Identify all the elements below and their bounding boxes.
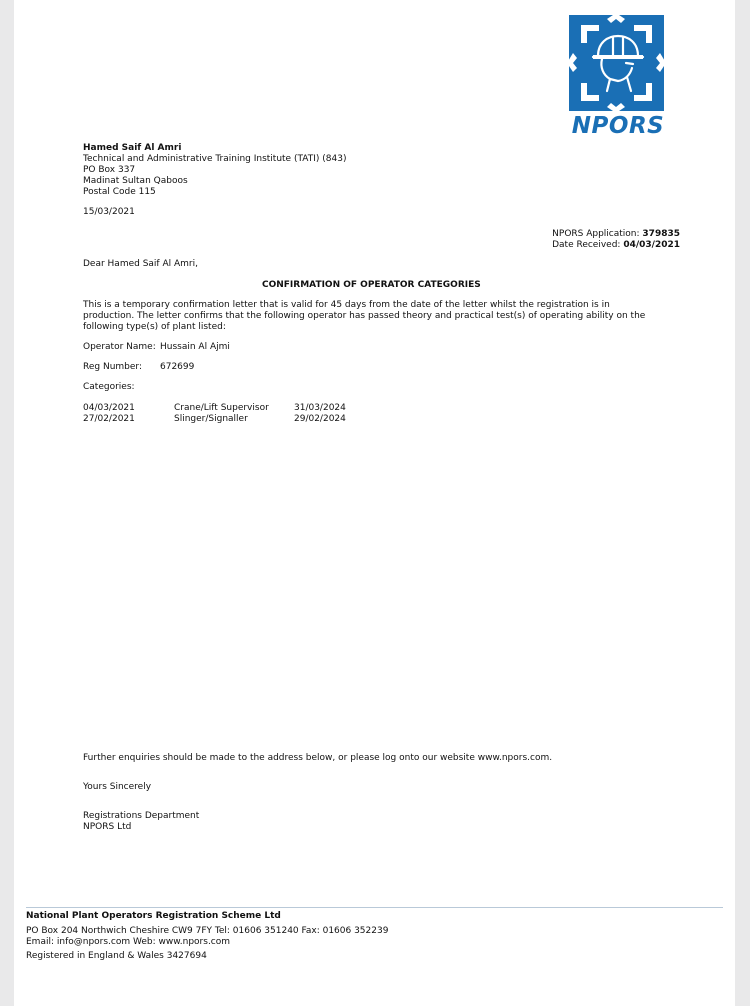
application-number: 379835 xyxy=(642,229,680,239)
enquiries-text: Further enquiries should be made to the address below, or please log onto our website www.npors.com. xyxy=(83,753,553,763)
date-received-value: 04/03/2021 xyxy=(623,240,680,250)
application-label: NPORS Application: xyxy=(552,229,640,239)
hardhat-operator-icon xyxy=(569,15,664,111)
categories-label: Categories: xyxy=(83,382,135,392)
intro-line: production. The letter confirms that the following operator has passed theory and practical test(s) of operating ability on the xyxy=(83,311,646,321)
category-date: 27/02/2021 xyxy=(83,414,135,424)
closing: Yours Sincerely xyxy=(83,782,152,792)
category-expiry: 31/03/2024 xyxy=(294,403,346,413)
table-row xyxy=(83,414,346,425)
signature-department: Registrations Department xyxy=(83,811,200,821)
logo-emblem xyxy=(569,15,664,111)
reg-number-label: Reg Number: xyxy=(83,362,142,372)
category-name: Slinger/Signaller xyxy=(174,414,248,424)
letter-page xyxy=(14,0,735,1006)
date-received-line xyxy=(552,240,680,251)
footer-address: PO Box 204 Northwich Cheshire CW9 7FY Tel: 01606 351240 Fax: 01606 352239 xyxy=(26,926,389,936)
address-line: PO Box 337 xyxy=(83,165,136,175)
footer-registered: Registered in England & Wales 3427694 xyxy=(26,951,207,961)
date-received-label: Date Received: xyxy=(552,240,621,250)
application-number-line xyxy=(552,229,680,240)
address-line: Technical and Administrative Training Institute (TATI) (843) xyxy=(83,154,347,164)
categories-table xyxy=(83,403,346,425)
recipient-address xyxy=(83,143,346,198)
salutation: Dear Hamed Saif Al Amri, xyxy=(83,259,198,269)
footer-org-name: National Plant Operators Registration Scheme Ltd xyxy=(26,911,281,921)
address-line: Madinat Sultan Qaboos xyxy=(83,176,188,186)
operator-name: Hussain Al Ajmi xyxy=(160,342,230,352)
letter-heading: CONFIRMATION OF OPERATOR CATEGORIES xyxy=(262,280,481,290)
recipient-name: Hamed Saif Al Amri xyxy=(83,143,182,153)
footer-contact: Email: info@npors.com Web: www.npors.com xyxy=(26,937,231,947)
operator-name-label: Operator Name: xyxy=(83,342,156,352)
table-row xyxy=(83,403,346,414)
intro-line: following type(s) of plant listed: xyxy=(83,322,226,332)
signature-company: NPORS Ltd xyxy=(83,822,132,832)
reg-number: 672699 xyxy=(160,362,195,372)
logo-wordmark: NPORS xyxy=(571,113,665,139)
category-date: 04/03/2021 xyxy=(83,403,135,413)
footer-divider xyxy=(26,907,723,908)
letter-date: 15/03/2021 xyxy=(83,207,135,217)
category-expiry: 29/02/2024 xyxy=(294,414,346,424)
intro-paragraph xyxy=(83,300,645,333)
category-name: Crane/Lift Supervisor xyxy=(174,403,269,413)
npors-logo xyxy=(568,14,668,138)
intro-line: This is a temporary confirmation letter that is valid for 45 days from the date of the letter whilst the registration is in xyxy=(83,300,610,310)
address-line: Postal Code 115 xyxy=(83,187,156,197)
